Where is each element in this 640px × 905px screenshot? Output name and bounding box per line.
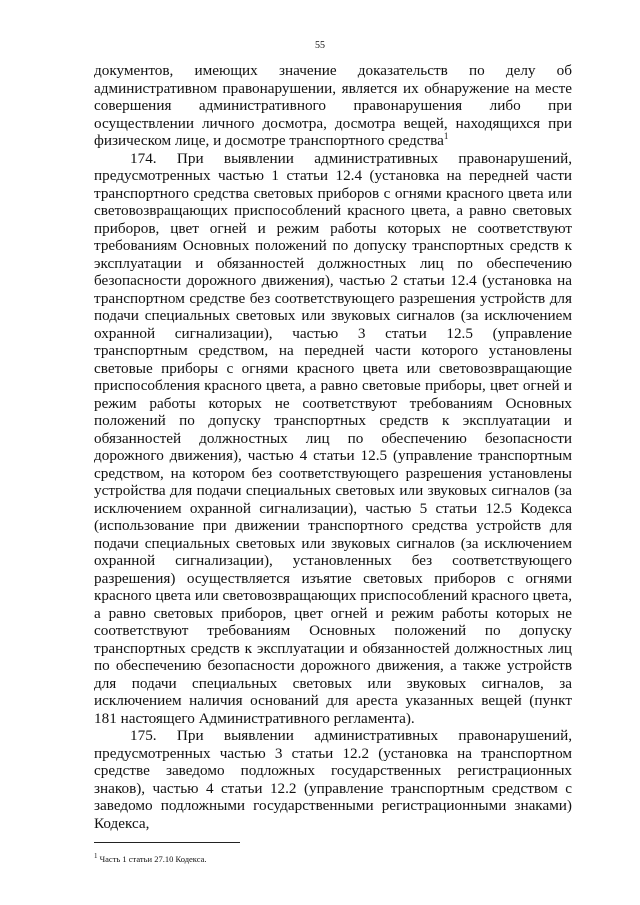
footnote-number: 1	[94, 852, 98, 861]
paragraph-text: документов, имеющих значение доказательств по делу об административном правонарушении, является их обнаружение на месте совершения административного правонарушения либо при осуществлении личного досмотра, досмотра вещей, находящихся при физическом лице, и досмотре транспортного средства	[94, 62, 572, 149]
page-number: 55	[315, 40, 325, 51]
paragraph-text: 174. При выявлении административных правонарушений, предусмотренных частью 1 статьи 12.4 (установка на передней части транспортного средства световых приборов с огнями красного цвета или световозвращающих приспособлений красного цвета, а равно световых приборов, цвет огней и режим работы которых не соответствуют требованиям Основных положений по допуску транспортных средств к эксплуатации и обязанностей должностных лиц по обеспечению безопасности дорожного движения), частью 2 статьи 12.4 (установка на транспортном средстве без соответствующего разрешения устройств для подачи специальных световых или звуковых сигналов (за исключением охранной сигнализации), частью 3 статьи 12.5 (управление транспортным средством, на передней части которого установлены световые приборы с огнями красного цвета или световозвращающие приспособления красного цвета, а равно световые приборы, цвет огней и режим работы которых не соответствуют требованиям Основных положений по допуску транспортных средств к эксплуатации и обязанностей должностных лиц по обеспечению безопасности дорожного движения), частью 4 статьи 12.5 (управление транспортным средством, на котором без соответствующего разрешения установлены устройства для подачи специальных световых или звуковых сигналов (за исключением охранной сигнализации), частью 5 статьи 12.5 Кодекса (использование при движении транспортного средства устройств для подачи специальных световых или звуковых сигналов (за исключением охранной сигнализации), установленных без соответствующего разрешения) осуществляется изъятие световых приборов с огнями красного цвета или световозвращающих приспособлений красного цвета, а равно световых приборов, цвет огней и режим работы которых не соответствуют требованиям Основных положений по допуску транспортных средств к эксплуатации и обязанностей должностных лиц по обеспечению безопасности дорожного движения, а также устройств для подачи специальных световых или звуковых сигналов, за исключением наличия оснований для ареста указанных вещей (пункт 181 настоящего Административного регламента).	[94, 149, 572, 727]
footnote-text: Часть 1 статьи 27.10 Кодекса.	[99, 854, 207, 864]
footnote-reference: 1	[443, 130, 449, 141]
paragraph-text: 175. При выявлении административных правонарушений, предусмотренных частью 3 статьи 12.2 (установка на транспортном средстве заведомо подложных государственных регистрационных знаков), частью 4 статьи 12.2 (управление транспортным средством с заведомо подложными государственными регистрационными знаками) Кодекса,	[94, 727, 572, 832]
paragraph-174	[94, 150, 572, 728]
footnote-divider	[94, 842, 240, 843]
paragraph-continuation	[94, 62, 572, 150]
footnote	[94, 854, 572, 865]
paragraph-175	[94, 727, 572, 832]
document-body	[94, 62, 572, 832]
